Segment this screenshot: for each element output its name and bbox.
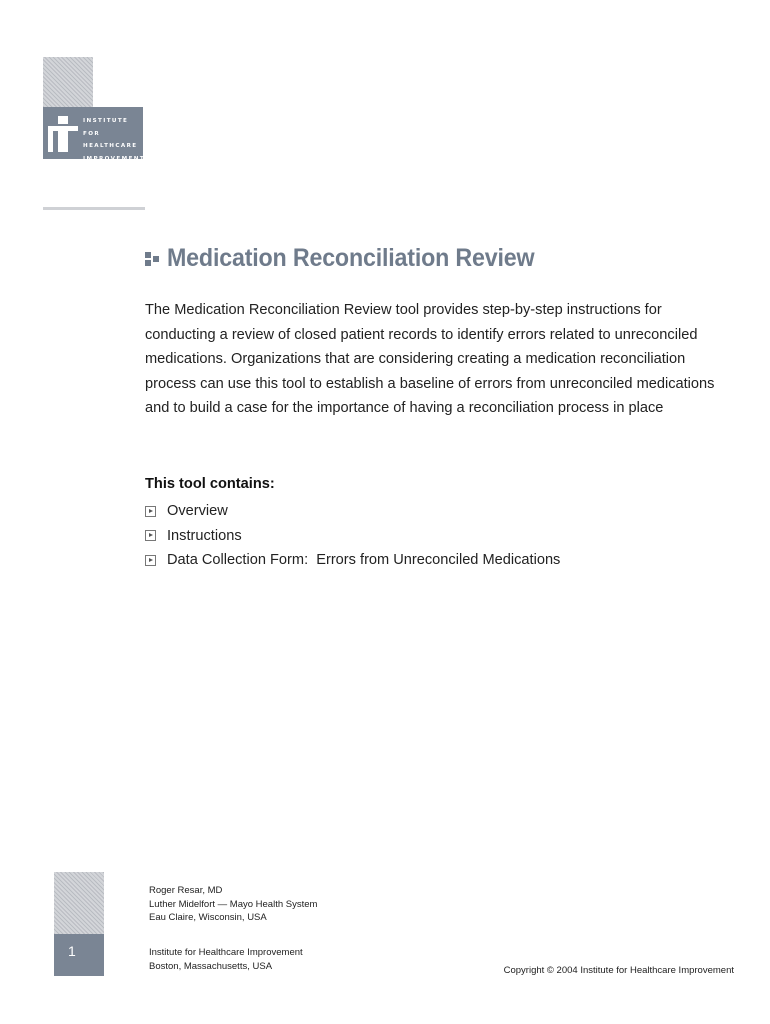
square-cluster-bullet-icon [145,248,161,270]
author-line: Luther Midelfort — Mayo Health System [149,898,318,910]
header-divider [43,207,145,210]
contains-heading: This tool contains: [145,476,275,492]
author-line: Roger Resar, MD [149,885,223,896]
page-marker [54,934,104,976]
contains-list [145,499,560,573]
intro-paragraph: The Medication Reconciliation Review tool provides step-by-step instructions for conducting a review of closed patient records to identify errors related to unreconciled medications. Organizations that are considering creating a medication reconciliation process can use this tool to establish a baseline of errors from unreconciled medications and to build a case for the importance of having a reconciliation process in place [145,302,715,416]
boxed-arrow-icon [145,555,156,566]
logo-line-1: INSTITUTE FOR [83,118,129,137]
list-item-label: Data Collection Form: Errors from Unreconciled Medications [167,552,561,569]
logo-line-2: HEALTHCARE [83,143,138,149]
logo-pattern-block [43,57,93,107]
list-item [145,548,560,573]
boxed-arrow-icon [145,506,156,517]
institute-block [149,946,303,973]
institute-line: Institute for Healthcare Improvement [149,947,303,958]
page-number: 1 [68,943,76,959]
authors-block [149,884,317,925]
list-item [145,524,560,549]
logo-text [83,115,145,165]
ihi-logo-mark-icon [48,116,78,152]
list-item-label: Overview [167,503,228,520]
logo-line-3: IMPROVEMENT [83,155,146,162]
copyright-notice: Copyright © 2004 Institute for Healthcare Improvement [503,965,734,976]
page-title: Medication Reconciliation Review [167,244,535,272]
list-item-label: Instructions [167,527,242,544]
list-item [145,499,560,524]
ihi-logo [43,107,146,162]
institute-line: Boston, Massachusetts, USA [149,960,273,972]
author-line: Eau Claire, Wisconsin, USA [149,912,267,923]
page-marker-pattern [54,872,104,934]
title-row [145,244,562,273]
boxed-arrow-icon [145,530,156,541]
